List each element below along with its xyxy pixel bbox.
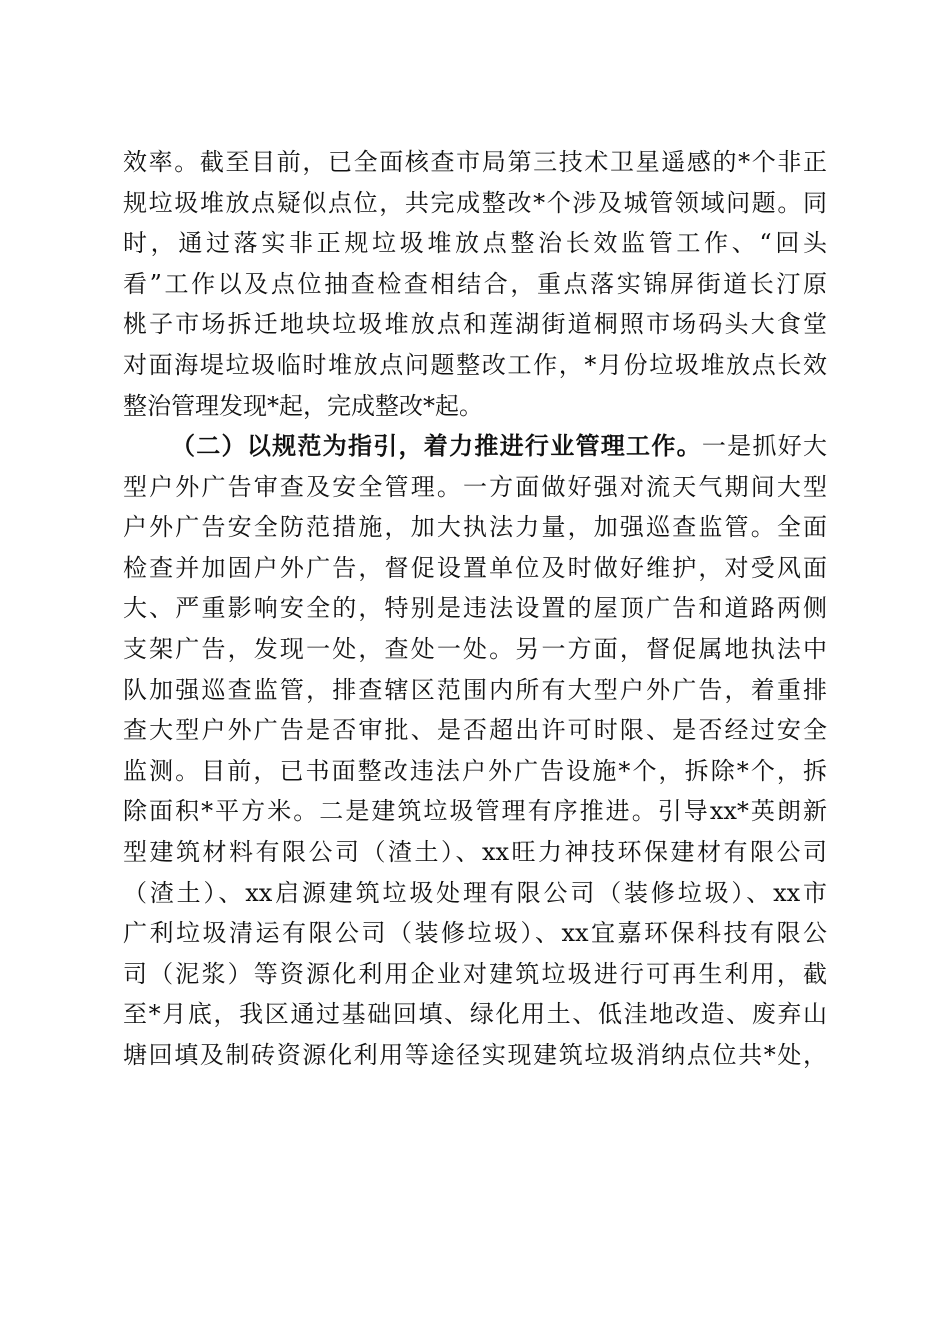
text-line: 时，通过落实非正规垃圾堆放点整治长效监管工作、“回头 [123, 229, 827, 258]
text-line: 塘回填及制砖资源化利用等途径实现建筑垃圾消纳点位共*处， [123, 1040, 827, 1069]
section-heading: （二）以规范为指引，着力推进行业管理工作。 [171, 431, 702, 460]
text-line: 户外广告安全防范措施，加大执法力量，加强巡查监管。全面 [123, 513, 827, 542]
text-line: 支架广告，发现一处，查处一处。另一方面，督促属地执法中 [123, 634, 827, 663]
text-line: 效率。截至目前，已全面核查市局第三技术卫星遥感的*个非正 [123, 148, 827, 176]
text-line: 整治管理发现*起，完成整改*起。 [123, 391, 483, 420]
text-line: （渣土）、xx启源建筑垃圾处理有限公司（装修垃圾）、xx市 [123, 878, 827, 907]
text-line: 桃子市场拆迁地块垃圾堆放点和莲湖街道桐照市场码头大食堂 [123, 310, 827, 339]
text-line: 查大型户外广告是否审批、是否超出许可时限、是否经过安全 [123, 716, 827, 745]
text-line: 广利垃圾清运有限公司（装修垃圾）、xx宜嘉环保科技有限公 [123, 919, 827, 948]
paragraph-1 [123, 142, 827, 426]
text-line: 队加强巡查监管，排查辖区范围内所有大型户外广告，着重排 [123, 675, 827, 704]
paragraph-2 [123, 426, 827, 1076]
text-line: 司（泥浆）等资源化利用企业对建筑垃圾进行可再生利用，截 [123, 959, 827, 988]
text-line: 对面海堤垃圾临时堆放点问题整改工作，*月份垃圾堆放点长效 [123, 350, 827, 379]
text-line: 型户外广告审查及安全管理。一方面做好强对流天气期间大型 [123, 472, 827, 501]
text-line: 检查并加固户外广告，督促设置单位及时做好维护，对受风面 [123, 553, 827, 582]
text-line: 监测。目前，已书面整改违法户外广告设施*个，拆除*个，拆 [123, 756, 827, 785]
text-line: 型建筑材料有限公司（渣土）、xx旺力神技环保建材有限公司 [123, 837, 827, 866]
paragraph-2-first-line [123, 426, 827, 467]
text-line: 看”工作以及点位抽查检查相结合，重点落实锦屏街道长汀原 [123, 269, 827, 298]
text-line: 至*月底，我区通过基础回填、绿化用土、低洼地改造、废弃山 [123, 1000, 827, 1029]
first-line-rest: 一是抓好大 [701, 432, 827, 460]
text-line: 规垃圾堆放点疑似点位，共完成整改*个涉及城管领域问题。同 [123, 188, 827, 217]
text-line: 除面积*平方米。二是建筑垃圾管理有序推进。引导xx*英朗新 [123, 797, 827, 826]
text-line: 大、严重影响安全的，特别是违法设置的屋顶广告和道路两侧 [123, 594, 827, 623]
